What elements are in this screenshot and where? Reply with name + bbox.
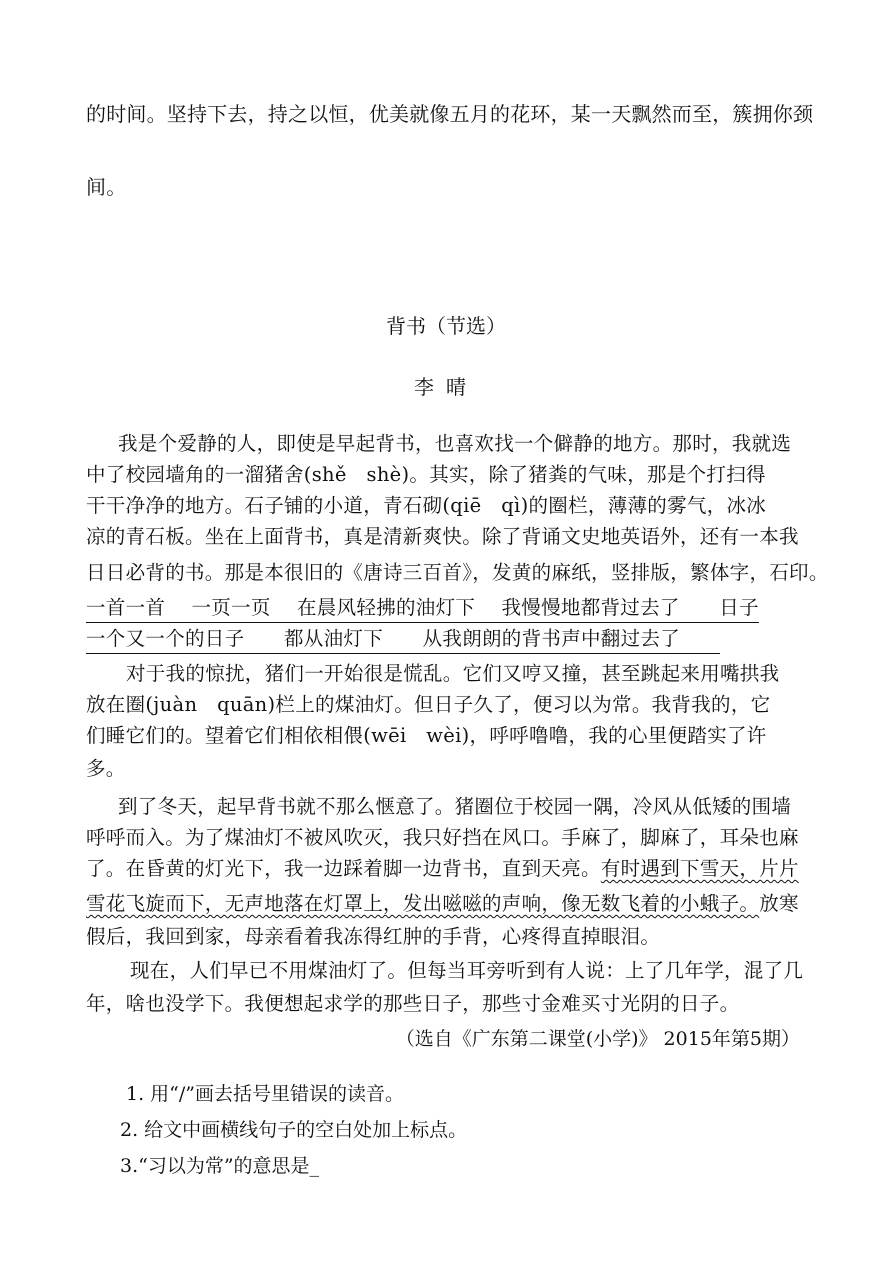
- article-title: 背书（节选）: [386, 314, 506, 338]
- paragraph-1-line-3: 干干净净的地方。石子铺的小道，青石砌(qiē qì)的圈栏，薄薄的雾气，冰冰: [86, 494, 767, 517]
- paragraph-3-line-4-plain: 放寒: [759, 892, 799, 915]
- paragraph-2-line-4: 多。: [86, 757, 126, 780]
- paragraph-1-line-2: 中了校园墙角的一溜猪舍(shě shè)。其实，除了猪粪的气味，那是个打扫得: [86, 463, 766, 486]
- wavy-underlined-sentence-start: 有时遇到下雪天，片片: [600, 857, 799, 880]
- underlined-sentence-line-2: 一个又一个的日子 都从油灯下 从我朗朗的背书声中翻过去了: [86, 623, 720, 654]
- question-3: 3.“习以为常”的意思是_: [120, 1155, 320, 1177]
- paragraph-2-line-2: 放在圈(juàn quān)栏上的煤油灯。但日子久了，便习以为常。我背我的，它: [86, 693, 771, 716]
- intro-line-2: 间。: [86, 175, 127, 199]
- question-1: 1. 用“/”画去括号里错误的读音。: [126, 1083, 404, 1105]
- paragraph-3-line-4: [86, 888, 799, 916]
- paragraph-3-line-5: 假后，我回到家，母亲看着我冻得红肿的手背，心疼得直掉眼泪。: [86, 925, 661, 948]
- underlined-sentence-line-1: 一首一首 一页一页 在晨风轻拂的油灯下 我慢慢地都背过去了 日子: [86, 592, 759, 623]
- intro-line-1: 的时间。坚持下去，持之以恒，优美就像五月的花环，某一天飘然而至，簇拥你颈: [86, 102, 814, 126]
- paragraph-1-line-1: 我是个爱静的人，即使是早起背书，也喜欢找一个僻静的地方。那时，我就选: [118, 432, 792, 455]
- paragraph-3-line-1: 到了冬天，起早背书就不那么惬意了。猪圈位于校园一隅，冷风从低矮的围墙: [118, 795, 792, 818]
- paragraph-2-line-1: 对于我的惊扰，猪们一开始很是慌乱。它们又哼又撞，甚至跳起来用嘴拱我: [126, 662, 780, 685]
- paragraph-1-line-4: 凉的青石板。坐在上面背书，真是清新爽快。除了背诵文史地英语外，还有一本我: [86, 525, 799, 548]
- article-author: 李晴: [414, 375, 478, 399]
- question-2: 2. 给文中画横线句子的空白处加上标点。: [120, 1119, 468, 1141]
- paragraph-3-line-2: 呼呼而入。为了煤油灯不被风吹灭，我只好挡在风口。手麻了，脚麻了，耳朵也麻: [86, 826, 799, 849]
- paragraph-3-line-3: [86, 853, 799, 881]
- paragraph-1-line-5: 日日必背的书。那是本很旧的《唐诗三百首》，发黄的麻纸，竖排版，繁体字，石印。: [86, 561, 829, 584]
- wavy-underlined-sentence-end: 雪花飞旋而下，无声地落在灯罩上，发出嗞嗞的声响，像无数飞着的小蛾子。: [86, 892, 760, 915]
- paragraph-3-line-3-plain: 了。在昏黄的灯光下，我一边踩着脚一边背书，直到天亮。: [86, 857, 601, 880]
- source-citation: （选自《广东第二课堂(小学)》 2015年第5期）: [395, 1028, 800, 1050]
- paragraph-4-line-1: 现在，人们早已不用煤油灯了。但每当耳旁听到有人说：上了几年学，混了几: [130, 959, 804, 982]
- paragraph-4-line-2: 年，啥也没学下。我便想起求学的那些日子，那些寸金难买寸光阴的日子。: [86, 992, 740, 1015]
- paragraph-2-line-3: 们睡它们的。望着它们相依相偎(wēi wèi)，呼呼噜噜，我的心里便踏实了许: [86, 724, 767, 747]
